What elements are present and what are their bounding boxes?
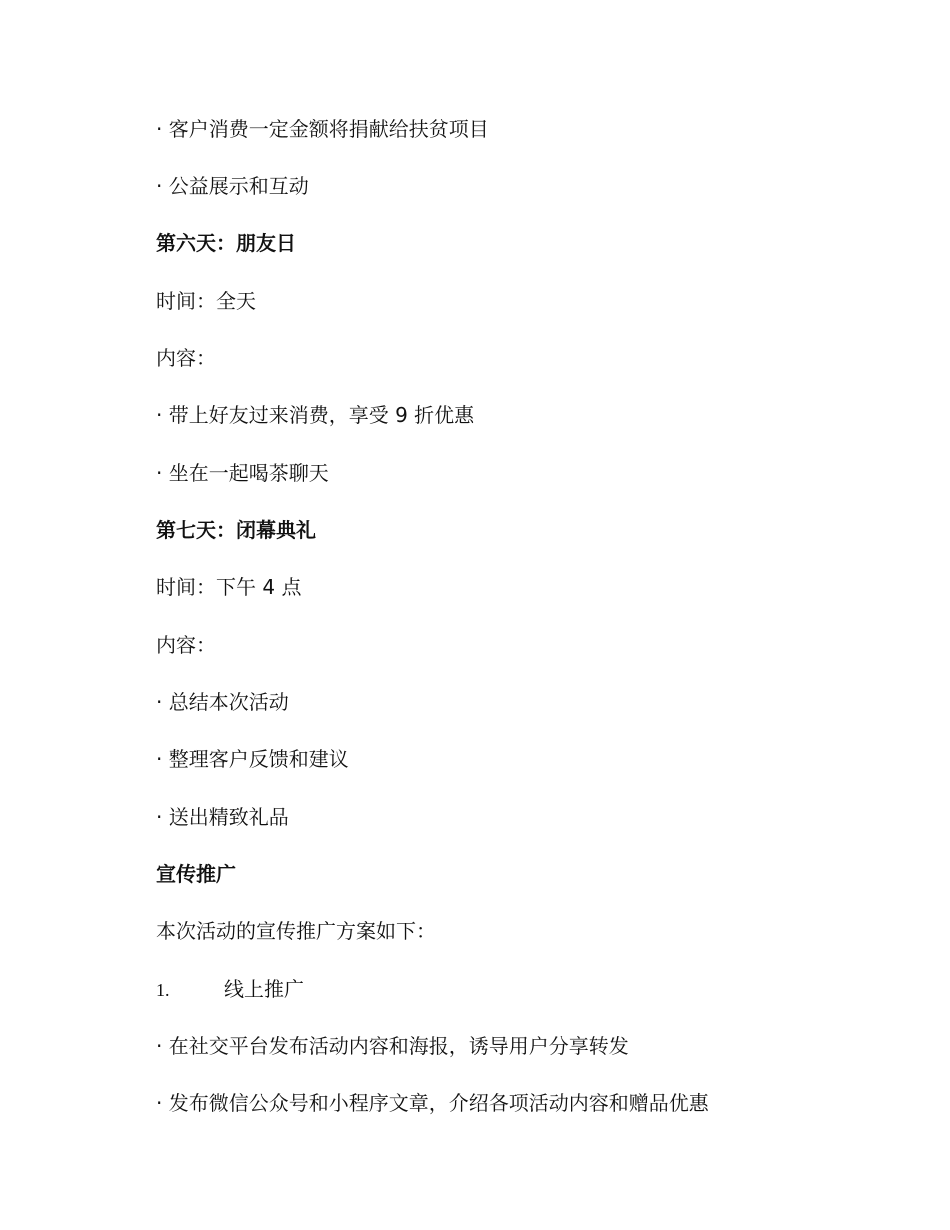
bullet-social-share: · 在社交平台发布活动内容和海报，诱导用户分享转发	[156, 1034, 629, 1058]
heading-promotion: 宣传推广	[156, 862, 236, 886]
list-number: 1.	[156, 980, 170, 1000]
bullet-friend-discount: · 带上好友过来消费，享受 9 折优惠	[156, 403, 475, 427]
day-seven-time: 时间：下午 4 点	[156, 575, 302, 599]
day-six-time: 时间：全天	[156, 289, 256, 313]
bullet-summary: · 总结本次活动	[156, 690, 289, 714]
bullet-donation: · 客户消费一定金额将捐献给扶贫项目	[156, 117, 489, 141]
heading-day-six: 第六天：朋友日	[156, 231, 296, 255]
promotion-intro: 本次活动的宣传推广方案如下：	[156, 919, 436, 943]
bullet-charity-display: · 公益展示和互动	[156, 174, 309, 198]
day-six-content-label: 内容：	[156, 346, 216, 370]
day-seven-content-label: 内容：	[156, 633, 216, 657]
list-item-text: 线上推广	[224, 977, 304, 1001]
bullet-feedback: · 整理客户反馈和建议	[156, 747, 349, 771]
numbered-online-promotion	[156, 975, 304, 1004]
bullet-tea-chat: · 坐在一起喝茶聊天	[156, 461, 329, 485]
bullet-gifts: · 送出精致礼品	[156, 805, 289, 829]
bullet-wechat-article: · 发布微信公众号和小程序文章，介绍各项活动内容和赠品优惠	[156, 1091, 709, 1115]
heading-day-seven: 第七天：闭幕典礼	[156, 518, 316, 542]
